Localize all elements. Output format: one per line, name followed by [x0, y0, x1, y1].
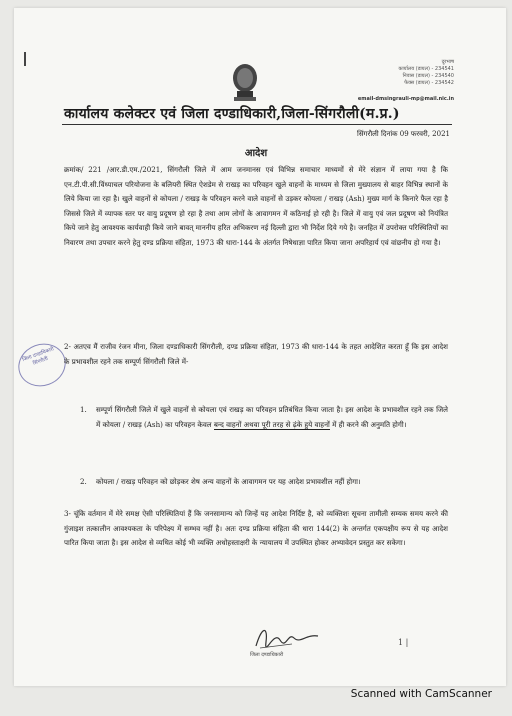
paragraph-1: क्रमांक/ 221 /आर.डी.एम./2021, सिंगरौली जिले में आम जनमानस एवं विभिन्न समाचार माध्यमों से मेरे संज्ञान में लाया गया है कि एन.टी.पी.सी.विंध्याचल परियोजना के बलियरी स्थित ऐशडेम से राखड़ का परिवहन खुले वाहनों के माध्यम से जिला मुख्यालय से बाहर विभिन्न स्थानों के लिये किया जा रहा है। खुले वाहनों से कोयला / राखड़ के परिवहन करने वाले वाहनों से उड़कर कोयला / राखड़ (Ash) मुख्य मार्ग के किनारे फैल रहा है जिससे जिले में व्यापक स्तर पर वायु प्रदूषण हो रहा है तथा आम लोगों के आवागमन में कठिनाई हो रही है। जिले में वायु एवं जल प्रदूषण को नियंत्रित किये जाने हेतु आवश्यक कार्यवाही किये जाने बावत् माननीय हरित अभिकरण नई दिल्ली द्वारा भी निर्देश दिये गये है। जनहित में उपरोक्त परिस्थितियों का निवारण तथा उपचार करने हेतु दण्ड प्रक्रिया संहिता, 1973 की धारा-144 के अंतर्गत निषेधाज्ञा पारित किया जाना अपरिहार्य एवं वांछनीय हो गया है।: [64, 165, 448, 247]
list-item: [80, 475, 448, 490]
list-text: सम्पूर्ण सिंगरौली जिले में खुले वाहनों से कोयला एवं राखड़ का परिवहन प्रतिबंधित किया जाता है। इस आदेश के प्रभावशील रहने तक जिले में कोयला / राखड़ (Ash) का परिवहन केवल: [96, 405, 448, 429]
underlined-text: बन्द वाहनों अथवा पूरी तरह से ढ़ंके हुये वाहनों: [213, 419, 330, 429]
contact-line: फैक्स (डायल) - 234542: [404, 80, 454, 86]
margin-mark: [24, 52, 26, 66]
ashoka-emblem-icon: [228, 60, 262, 104]
list-text: कोयला / राखड़ परिवहन को छोड़कर शेष अन्य वाहनों के आवागमन पर यह आदेश प्रभावशील नहीं होगा।: [96, 477, 361, 486]
contact-line: दूरभाष: [441, 59, 454, 65]
contact-block: [399, 59, 454, 87]
header-divider: [62, 124, 452, 125]
list-number: 1.: [80, 405, 87, 414]
paragraph-2: 2- अतएव मैं राजीव रंजन मीना, जिला दण्डाधिकारी सिंगरौली, दण्ड प्रक्रिया संहिता, 1973 की धारा-144 के तहत आदेशित करता हूँ कि इस आदेश के प्रभावशील रहने तक सम्पूर्ण सिंगरौली जिले में-: [64, 342, 448, 366]
order-heading: आदेश: [244, 148, 268, 159]
scanner-watermark: Scanned with CamScanner: [350, 688, 492, 700]
list-number: 2.: [80, 477, 87, 486]
office-title: कार्यालय कलेक्टर एवं जिला दण्डाधिकारी,जिला-सिंगरौली(म.प्र.): [64, 106, 400, 122]
email-address: email-dmsingrauli-mp@mail.nic.in: [357, 96, 454, 102]
page-number: 1 |: [398, 638, 409, 647]
contact-line: कार्यालय (डायल) - 234541: [398, 66, 454, 72]
list-item: [80, 403, 448, 432]
signature-caption: जिला दण्डाधिकारी: [250, 652, 284, 658]
list-text-end: में ही करने की अनुमति होगी।: [329, 419, 407, 429]
seal-text: जिला दण्डाधिकारी सिंगरौली: [21, 346, 55, 367]
paragraph-3: 3- चूंकि वर्तमान में मेरे समक्ष ऐसी परिस्थितियां हैं कि जनसामान्य को जिन्हें यह आदेश निर्दिष्ट है, को व्यक्तिशः सूचना तामीली सम्यक समय करने की गुंजाइश तत्कालीन आवश्यकता के परिपेक्ष्य में सम्भव नहीं है। अतः दण्ड प्रक्रिया संहिता की धारा 144(2) के अन्तर्गत एकपक्षीय रूप से यह आदेश पारित किया जाता है। इस आदेश से व्यथित कोई भी व्यक्ति अधोहस्ताक्षरी के न्यायालय में उपस्थित होकर अभ्यावेदन प्रस्तुत कर सकेगा।: [64, 509, 448, 548]
signature-icon: [252, 622, 322, 654]
order-date: सिंगरौली दिनांक 09 फरवरी, 2021: [357, 130, 450, 138]
contact-line: निवास (डायल) - 234540: [402, 73, 454, 79]
